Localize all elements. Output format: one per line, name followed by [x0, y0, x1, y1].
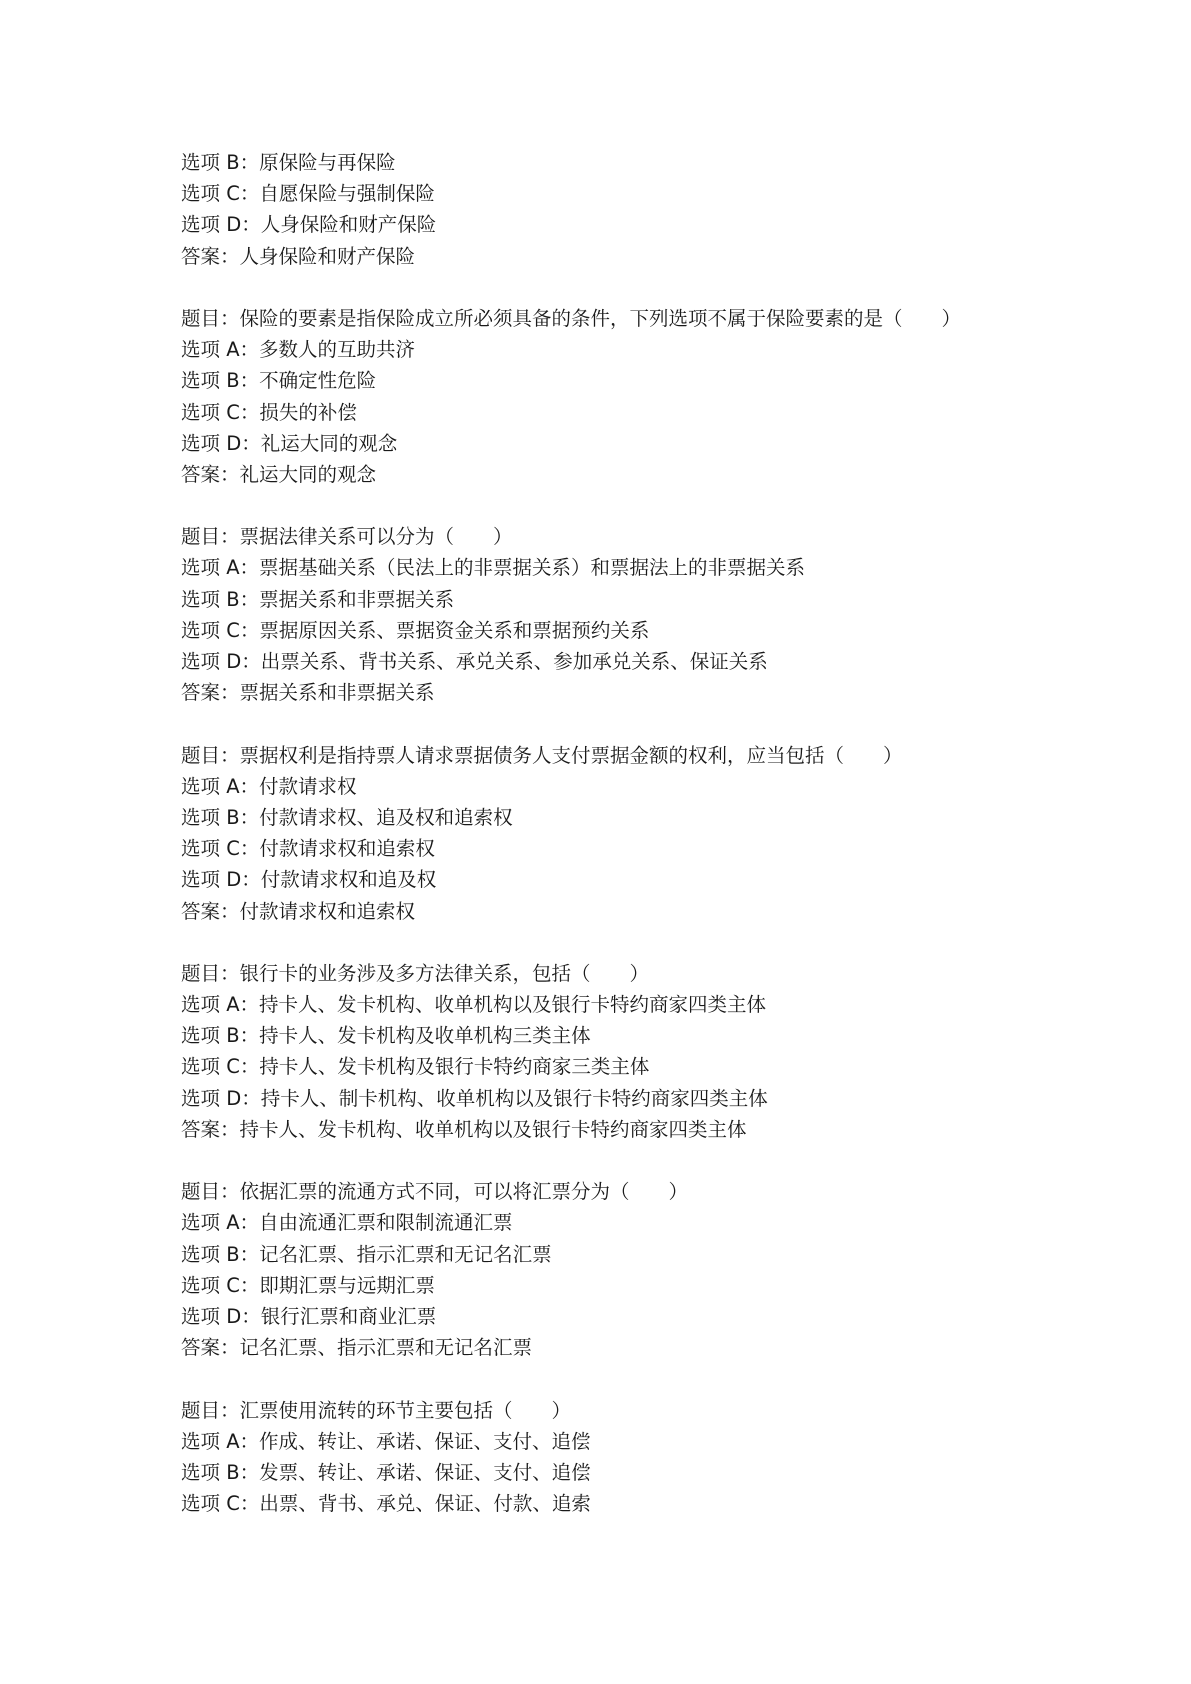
spacer	[181, 1363, 1081, 1394]
spacer	[181, 708, 1081, 739]
option-c: 选项 C：即期汇票与远期汇票	[181, 1273, 435, 1297]
answer: 答案：礼运大同的观念	[181, 462, 377, 486]
spacer	[181, 272, 1081, 303]
option-c: 选项 C：票据原因关系、票据资金关系和票据预约关系	[181, 618, 650, 642]
option-d: 选项 D：出票关系、背书关系、承兑关系、参加承兑关系、保证关系	[181, 650, 768, 673]
option-d: 选项 D：持卡人、制卡机构、收单机构以及银行卡特约商家四类主体	[181, 1086, 768, 1110]
quiz-content	[181, 147, 1081, 1519]
option-a: 选项 A：持卡人、发卡机构、收单机构以及银行卡特约商家四类主体	[181, 993, 767, 1017]
option-c: 选项 C：持卡人、发卡机构及银行卡特约商家三类主体	[181, 1055, 650, 1079]
question-block-partial	[181, 147, 1081, 272]
option-a: 选项 A：票据基础关系（民法上的非票据关系）和票据法上的非票据关系	[181, 556, 806, 580]
question-block	[181, 740, 1081, 927]
spacer	[181, 1145, 1081, 1176]
question-block	[181, 1176, 1081, 1363]
option-b: 选项 B：发票、转让、承诺、保证、支付、追偿	[181, 1460, 591, 1484]
answer: 答案：持卡人、发卡机构、收单机构以及银行卡特约商家四类主体	[181, 1117, 747, 1141]
option-b: 选项 B：记名汇票、指示汇票和无记名汇票	[181, 1242, 552, 1266]
option-a: 选项 A：付款请求权	[181, 774, 357, 798]
option-b: 选项 B：原保险与再保险	[181, 151, 396, 174]
question-text: 题目：汇票使用流转的环节主要包括（ ）	[181, 1398, 572, 1422]
spacer	[181, 927, 1081, 958]
question-block	[181, 958, 1081, 1145]
answer: 答案：记名汇票、指示汇票和无记名汇票	[181, 1336, 533, 1360]
question-block	[181, 521, 1081, 708]
question-text: 题目：银行卡的业务涉及多方法律关系，包括（ ）	[181, 961, 650, 985]
answer: 答案：付款请求权和追索权	[181, 899, 416, 923]
option-b: 选项 B：付款请求权、追及权和追索权	[181, 805, 513, 829]
option-b: 选项 B：持卡人、发卡机构及收单机构三类主体	[181, 1024, 591, 1048]
question-text: 题目：票据权利是指持票人请求票据债务人支付票据金额的权利，应当包括（ ）	[181, 743, 903, 767]
answer: 答案：票据关系和非票据关系	[181, 681, 435, 705]
question-text: 题目：依据汇票的流通方式不同，可以将汇票分为（ ）	[181, 1180, 689, 1204]
option-a: 选项 A：多数人的互助共济	[181, 338, 416, 362]
option-d: 选项 D：银行汇票和商业汇票	[181, 1304, 437, 1328]
option-d: 选项 D：付款请求权和追及权	[181, 868, 437, 892]
option-c: 选项 C：付款请求权和追索权	[181, 837, 435, 861]
option-a: 选项 A：作成、转让、承诺、保证、支付、追偿	[181, 1429, 591, 1453]
option-c: 选项 C：损失的补偿	[181, 400, 357, 424]
option-c: 选项 C：出票、背书、承兑、保证、付款、追索	[181, 1492, 591, 1516]
question-block	[181, 303, 1081, 490]
answer: 答案：人身保险和财产保险	[181, 244, 416, 268]
question-text: 题目：保险的要素是指保险成立所必须具备的条件，下列选项不属于保险要素的是（ ）	[181, 306, 962, 330]
option-c: 选项 C：自愿保险与强制保险	[181, 182, 435, 206]
option-b: 选项 B：票据关系和非票据关系	[181, 587, 455, 611]
question-text: 题目：票据法律关系可以分为（ ）	[181, 525, 513, 549]
question-block-partial	[181, 1395, 1081, 1520]
option-d: 选项 D：礼运大同的观念	[181, 431, 398, 455]
option-d: 选项 D：人身保险和财产保险	[181, 213, 437, 237]
option-a: 选项 A：自由流通汇票和限制流通汇票	[181, 1211, 513, 1235]
spacer	[181, 490, 1081, 521]
option-b: 选项 B：不确定性危险	[181, 369, 377, 393]
